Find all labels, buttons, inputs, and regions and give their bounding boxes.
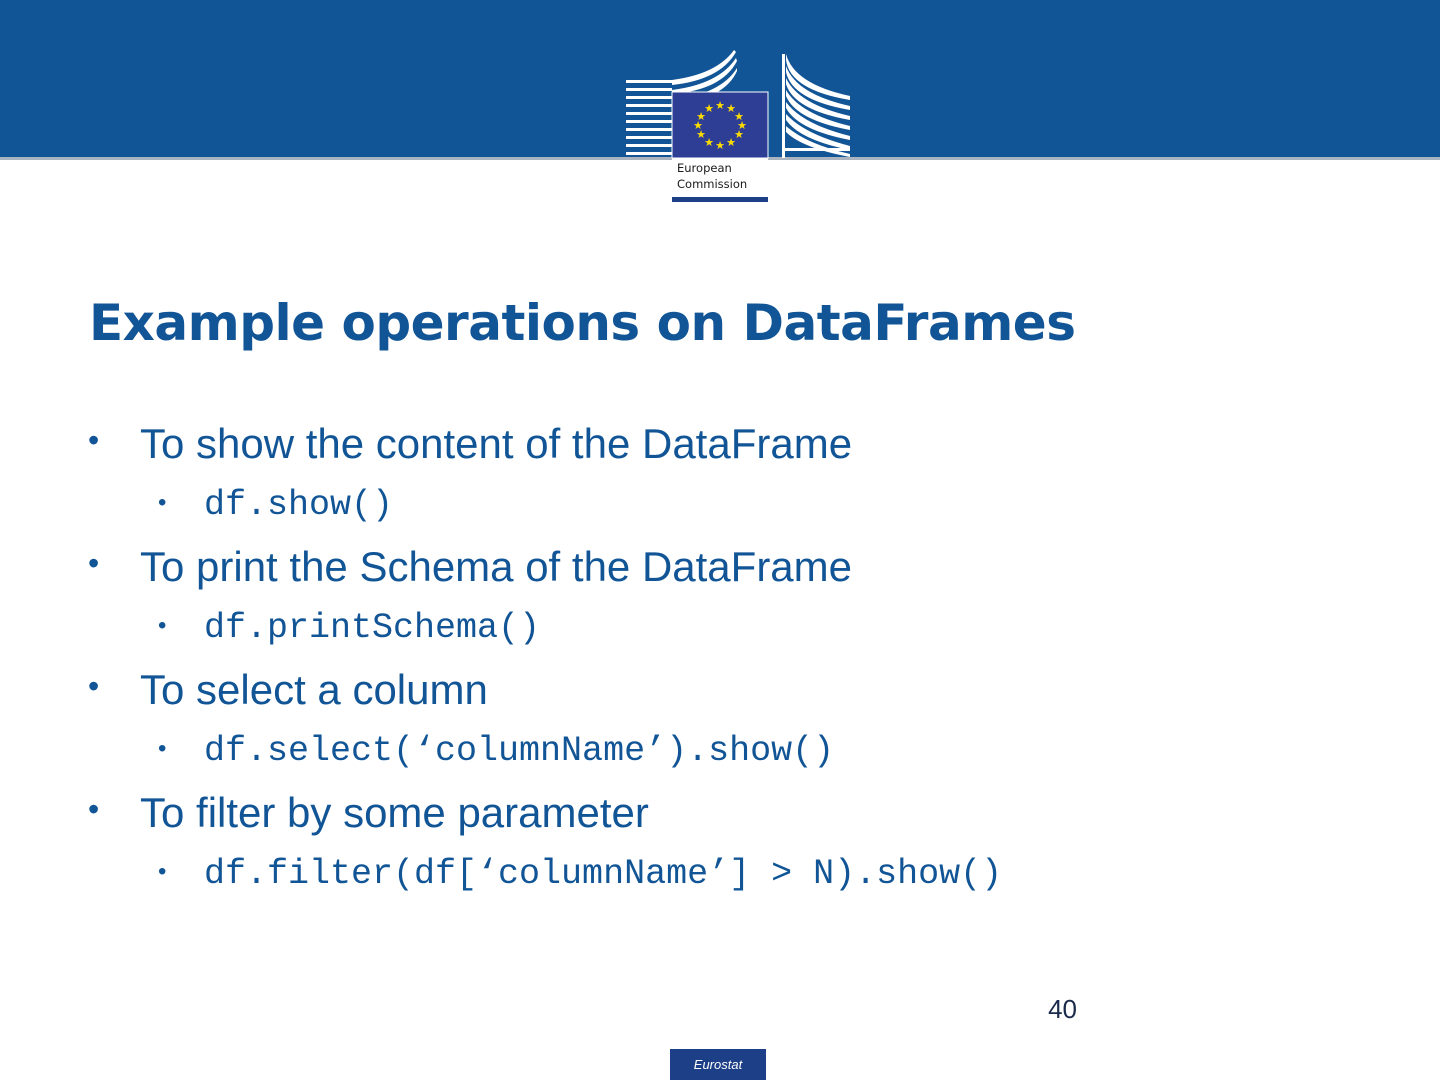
svg-text:★: ★ (715, 99, 725, 112)
sub-bullet-dot: • (158, 489, 167, 516)
bullet-dot: • (88, 422, 100, 458)
svg-text:★: ★ (696, 128, 706, 141)
bullet-text: To select a column (140, 666, 488, 713)
sub-bullet-dot: • (158, 735, 167, 762)
code-snippet: df.show() (204, 485, 394, 525)
slide-title: Example operations on DataFrames (89, 294, 1076, 352)
code-snippet: df.printSchema() (204, 608, 541, 648)
code-snippet: df.select(‘columnName’).show() (204, 731, 835, 771)
bullet-text: To print the Schema of the DataFrame (140, 543, 853, 590)
svg-text:★: ★ (704, 102, 714, 115)
svg-text:★: ★ (734, 128, 744, 141)
svg-text:★: ★ (693, 119, 703, 132)
logo-line-1: European (677, 161, 732, 175)
eurostat-badge: Eurostat (670, 1049, 766, 1080)
svg-text:★: ★ (704, 136, 714, 149)
sub-bullet-dot: • (158, 858, 167, 885)
bullet-dot: • (88, 668, 100, 704)
logo-wordmark (677, 160, 767, 192)
code-snippet: df.filter(df[‘columnName’] > N).show() (204, 854, 1003, 894)
logo-underline (672, 197, 768, 202)
bullet-dot: • (88, 791, 100, 827)
svg-text:★: ★ (696, 110, 706, 123)
bullet-text: To show the content of the DataFrame (140, 420, 853, 467)
logo-line-2: Commission (677, 177, 748, 191)
svg-text:★: ★ (726, 136, 736, 149)
bullet-dot: • (88, 545, 100, 581)
svg-text:★: ★ (734, 110, 744, 123)
svg-text:★: ★ (737, 119, 747, 132)
page-number: 40 (1048, 994, 1077, 1024)
svg-text:★: ★ (726, 102, 736, 115)
svg-text:★: ★ (715, 139, 725, 152)
sub-bullet-dot: • (158, 612, 167, 639)
bullet-text: To filter by some parameter (140, 789, 649, 836)
